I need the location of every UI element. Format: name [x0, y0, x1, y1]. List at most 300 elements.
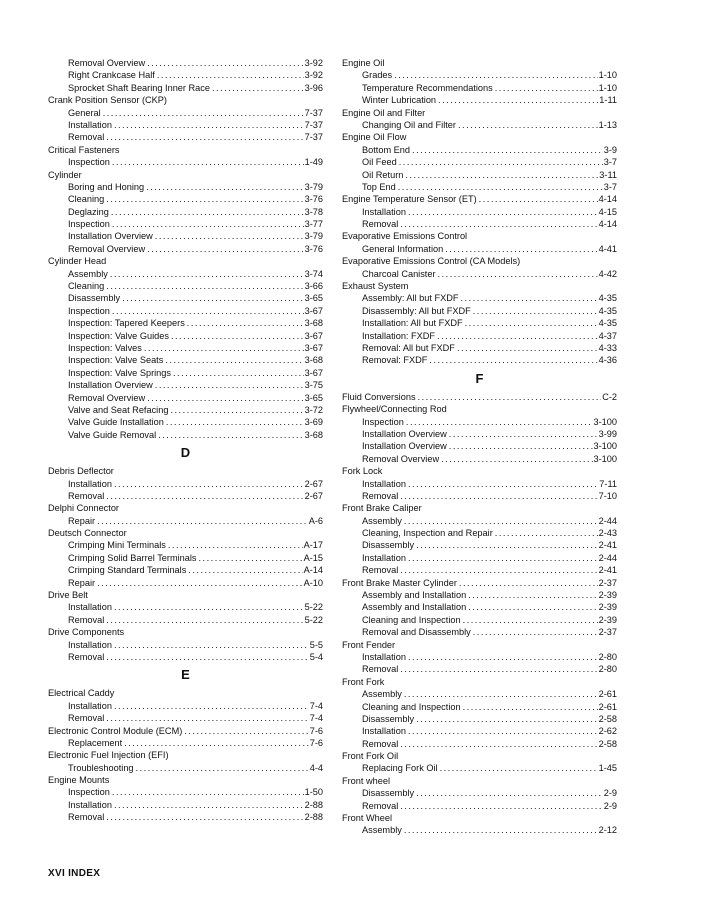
- dot-leader: [473, 626, 598, 638]
- index-entry: [342, 440, 617, 452]
- entry-label: Inspection: [68, 305, 110, 316]
- index-entry: [342, 342, 617, 354]
- page-footer: XVI INDEX: [48, 868, 101, 879]
- index-entry: [48, 737, 323, 749]
- index-entry: [342, 69, 617, 81]
- index-entry: [48, 614, 323, 626]
- index-entry: [48, 268, 323, 280]
- entry-page-number: 3-68: [304, 355, 323, 366]
- entry-label: Cleaning and Inspection: [362, 614, 461, 625]
- index-entry: [342, 317, 617, 329]
- dot-leader: [97, 515, 308, 527]
- index-heading: Crank Position Sensor (CKP): [48, 95, 167, 106]
- entry-label: Winter Lubrication: [362, 95, 437, 106]
- entry-label: Removal Overview: [68, 392, 146, 403]
- entry-page-number: 3-92: [304, 70, 323, 81]
- dot-leader: [114, 639, 309, 651]
- entry-label: Removal: FXDF: [362, 355, 428, 366]
- entry-page-number: 4-33: [598, 342, 617, 353]
- index-heading: [342, 391, 617, 403]
- entry-label: Disassembly: All but FXDF: [362, 305, 471, 316]
- index-entry: [342, 515, 617, 527]
- index-heading: Critical Fasteners: [48, 144, 120, 155]
- entry-label: Electronic Control Module (ECM): [48, 725, 183, 736]
- entry-label: Removal: [68, 132, 105, 143]
- index-entry: [48, 156, 323, 168]
- index-entry: [342, 527, 617, 539]
- entry-label: Installation: [362, 726, 406, 737]
- dot-leader: [158, 429, 303, 441]
- index-entry: [48, 206, 323, 218]
- index-heading: Deutsch Connector: [48, 528, 127, 539]
- dot-leader: [168, 539, 303, 551]
- entry-label: Assembly and Installation: [362, 590, 467, 601]
- entry-label: Oil Feed: [362, 157, 397, 168]
- index-entry: [48, 416, 323, 428]
- section-letter: F: [475, 370, 484, 386]
- entry-label: Inspection: [68, 157, 110, 168]
- index-entry: [48, 230, 323, 242]
- index-column-left: [48, 57, 323, 824]
- entry-label: Disassembly: [362, 788, 415, 799]
- dot-leader: [136, 762, 309, 774]
- entry-page-number: A-10: [303, 577, 323, 588]
- entry-page-number: 3-78: [304, 206, 323, 217]
- entry-page-number: 1-45: [598, 763, 617, 774]
- entry-label: Installation Overview: [68, 380, 153, 391]
- entry-page-number: 3-92: [304, 58, 323, 68]
- entry-page-number: 4-14: [598, 194, 617, 205]
- index-heading: Fork Lock: [342, 466, 383, 477]
- entry-page-number: 3-79: [304, 181, 323, 192]
- entry-label: Crimping Mini Terminals: [68, 540, 166, 551]
- dot-leader: [106, 712, 308, 724]
- entry-label: Inspection: Tapered Keepers: [68, 318, 185, 329]
- entry-page-number: 3-69: [304, 417, 323, 428]
- entry-page-number: 2-44: [598, 552, 617, 563]
- entry-page-number: 1-49: [304, 157, 323, 168]
- entry-page-number: 2-62: [598, 726, 617, 737]
- index-entry: [48, 639, 323, 651]
- dot-leader: [394, 69, 597, 81]
- index-entry: [48, 292, 323, 304]
- dot-leader: [404, 824, 598, 836]
- dot-leader: [438, 268, 598, 280]
- index-entry: [48, 342, 323, 354]
- dot-leader: [408, 206, 598, 218]
- entry-label: Installation: FXDF: [362, 330, 436, 341]
- dot-leader: [449, 428, 598, 440]
- dot-leader: [147, 57, 304, 69]
- entry-page-number: 4-35: [598, 318, 617, 329]
- entry-page-number: 2-80: [598, 651, 617, 662]
- index-entry: [48, 69, 323, 81]
- index-heading: Engine Mounts: [48, 775, 110, 786]
- dot-leader: [114, 601, 304, 613]
- index-entry: [48, 131, 323, 143]
- dot-leader: [473, 305, 598, 317]
- entry-label: Cleaning: [68, 281, 105, 292]
- dot-leader: [147, 243, 304, 255]
- index-entry: [48, 651, 323, 663]
- entry-page-number: 3-68: [304, 318, 323, 329]
- dot-leader: [416, 713, 598, 725]
- entry-page-number: 2-61: [598, 701, 617, 712]
- index-entry: [48, 57, 323, 69]
- entry-page-number: 2-80: [598, 664, 617, 675]
- entry-label: Installation: [68, 119, 112, 130]
- index-entry: [342, 589, 617, 601]
- entry-label: Cleaning: [68, 194, 105, 205]
- section-letter: D: [180, 445, 191, 461]
- entry-page-number: 3-72: [304, 404, 323, 415]
- entry-page-number: 4-14: [598, 219, 617, 230]
- entry-page-number: 5-4: [309, 651, 323, 662]
- index-entry: [342, 824, 617, 836]
- dot-leader: [400, 663, 597, 675]
- index-entry: [48, 119, 323, 131]
- entry-label: General Information: [362, 243, 444, 254]
- entry-label: Removal: [362, 800, 399, 811]
- entry-page-number: 3-100: [593, 416, 617, 427]
- dot-leader: [173, 367, 304, 379]
- dot-leader: [147, 392, 304, 404]
- entry-page-number: 3-100: [593, 453, 617, 464]
- entry-page-number: 3-66: [304, 281, 323, 292]
- index-entry: [48, 478, 323, 490]
- index-entry: [48, 490, 323, 502]
- dot-leader: [441, 453, 592, 465]
- dot-leader: [106, 614, 303, 626]
- entry-label: Deglazing: [68, 206, 109, 217]
- index-entry: [342, 762, 617, 774]
- entry-page-number: 2-9: [603, 788, 617, 799]
- entry-label: Inspection: Valve Seats: [68, 355, 164, 366]
- entry-label: Removal Overview: [362, 453, 440, 464]
- dot-leader: [187, 317, 304, 329]
- index-entry: [48, 799, 323, 811]
- entry-page-number: 2-41: [598, 540, 617, 551]
- entry-page-number: 3-76: [304, 243, 323, 254]
- entry-page-number: C-2: [602, 391, 617, 402]
- dot-leader: [437, 330, 598, 342]
- entry-label: Cleaning, Inspection and Repair: [362, 528, 493, 539]
- entry-label: Replacement: [68, 737, 123, 748]
- index-heading: Drive Belt: [48, 590, 88, 601]
- entry-page-number: 5-5: [309, 639, 323, 650]
- index-entry: [342, 119, 617, 131]
- entry-label: Installation: [68, 639, 112, 650]
- entry-label: Crimping Solid Barrel Terminals: [68, 552, 197, 563]
- entry-label: Installation: [362, 206, 406, 217]
- entry-page-number: 4-4: [309, 762, 323, 773]
- dot-leader: [112, 218, 304, 230]
- dot-leader: [458, 119, 598, 131]
- dot-leader: [106, 490, 303, 502]
- entry-label: Removal: [68, 651, 105, 662]
- entry-page-number: 2-88: [304, 799, 323, 810]
- entry-label: Removal: [362, 738, 399, 749]
- entry-page-number: 2-39: [598, 590, 617, 601]
- entry-page-number: 3-99: [598, 428, 617, 439]
- dot-leader: [463, 614, 598, 626]
- entry-label: Removal Overview: [68, 58, 146, 68]
- dot-leader: [114, 119, 304, 131]
- entry-page-number: 3-7: [603, 181, 617, 192]
- entry-label: Grades: [362, 70, 393, 81]
- dot-leader: [445, 243, 597, 255]
- entry-page-number: 5-22: [304, 614, 323, 625]
- entry-label: Removal: [362, 664, 399, 675]
- entry-label: Installation: [68, 799, 112, 810]
- entry-page-number: 7-6: [309, 737, 323, 748]
- index-entry: [342, 688, 617, 700]
- entry-page-number: A-6: [308, 515, 323, 526]
- entry-page-number: 2-9: [603, 800, 617, 811]
- index-entry: [48, 700, 323, 712]
- dot-leader: [155, 230, 304, 242]
- entry-label: Disassembly: [362, 713, 415, 724]
- index-entry: [342, 268, 617, 280]
- entry-label: Oil Return: [362, 169, 404, 180]
- index-entry: [342, 206, 617, 218]
- entry-page-number: 2-58: [598, 713, 617, 724]
- index-entry: [342, 428, 617, 440]
- entry-page-number: 1-50: [304, 787, 323, 798]
- dot-leader: [111, 206, 304, 218]
- index-heading: Debris Deflector: [48, 466, 114, 477]
- index-heading: Cylinder Head: [48, 256, 107, 267]
- entry-label: Installation Overview: [68, 231, 153, 242]
- entry-label: Installation Overview: [362, 428, 447, 439]
- entry-label: Removal: All but FXDF: [362, 342, 455, 353]
- entry-label: Assembly: All but FXDF: [362, 293, 459, 304]
- index-heading: Front Fork: [342, 676, 385, 687]
- entry-page-number: 1-11: [599, 95, 617, 106]
- index-entry: [342, 354, 617, 366]
- entry-page-number: 2-37: [598, 577, 617, 588]
- entry-label: Installation: All but FXDF: [362, 318, 463, 329]
- entry-page-number: 7-6: [309, 725, 323, 736]
- entry-page-number: A-17: [303, 540, 323, 551]
- index-entry: [48, 564, 323, 576]
- entry-label: Installation: [68, 602, 112, 613]
- dot-leader: [404, 515, 598, 527]
- dot-leader: [468, 589, 597, 601]
- index-entry: [48, 577, 323, 589]
- entry-page-number: 2-12: [598, 825, 617, 836]
- index-entry: [342, 94, 617, 106]
- entry-page-number: 4-42: [598, 268, 617, 279]
- entry-page-number: 7-37: [304, 132, 323, 143]
- index-entry: [48, 811, 323, 823]
- entry-label: Valve Guide Installation: [68, 417, 164, 428]
- index-heading: Front Fork Oil: [342, 751, 399, 762]
- index-entry: [342, 539, 617, 551]
- entry-page-number: 4-15: [598, 206, 617, 217]
- index-entry: [48, 515, 323, 527]
- index-entry: [342, 614, 617, 626]
- index-heading: Flywheel/Connecting Rod: [342, 404, 447, 415]
- index-entry: [342, 330, 617, 342]
- dot-leader: [112, 305, 304, 317]
- dot-leader: [398, 181, 603, 193]
- dot-leader: [106, 811, 303, 823]
- index-entry: [48, 354, 323, 366]
- index-entry: [342, 478, 617, 490]
- dot-leader: [406, 416, 593, 428]
- dot-leader: [114, 799, 304, 811]
- dot-leader: [438, 94, 598, 106]
- dot-leader: [404, 688, 598, 700]
- entry-label: Engine Temperature Sensor (ET): [342, 194, 477, 205]
- entry-page-number: 4-37: [598, 330, 617, 341]
- dot-leader: [412, 144, 603, 156]
- dot-leader: [106, 651, 308, 663]
- entry-page-number: 7-4: [309, 700, 323, 711]
- entry-page-number: 3-65: [304, 392, 323, 403]
- index-entry: [342, 416, 617, 428]
- index-entry: [48, 762, 323, 774]
- index-entry: [48, 280, 323, 292]
- entry-label: Inspection: [68, 219, 110, 230]
- entry-label: Inspection: Valve Springs: [68, 367, 171, 378]
- entry-label: Right Crankcase Half: [68, 70, 155, 81]
- dot-leader: [400, 218, 597, 230]
- entry-page-number: A-15: [303, 552, 323, 563]
- dot-leader: [408, 552, 598, 564]
- dot-leader: [106, 280, 303, 292]
- entry-label: Assembly: [362, 515, 402, 526]
- dot-leader: [408, 651, 598, 663]
- entry-page-number: 3-67: [304, 305, 323, 316]
- dot-leader: [144, 342, 304, 354]
- index-entry: [342, 552, 617, 564]
- dot-leader: [449, 440, 593, 452]
- dot-leader: [440, 762, 598, 774]
- index-entry: [48, 367, 323, 379]
- index-heading: Delphi Connector: [48, 503, 119, 514]
- entry-label: Boring and Honing: [68, 181, 145, 192]
- entry-label: Bottom End: [362, 144, 411, 155]
- dot-leader: [199, 552, 303, 564]
- entry-label: Installation Overview: [362, 441, 447, 452]
- entry-label: Repair: [68, 515, 96, 526]
- entry-page-number: 7-11: [599, 478, 617, 489]
- index-entry: [48, 601, 323, 613]
- index-entry: [48, 181, 323, 193]
- index-heading: Evaporative Emissions Control: [342, 231, 468, 242]
- dot-leader: [155, 379, 304, 391]
- index-heading: Front Wheel: [342, 813, 393, 824]
- dot-leader: [416, 539, 598, 551]
- dot-leader: [122, 292, 304, 304]
- index-entry: [342, 82, 617, 94]
- index-entry: [342, 626, 617, 638]
- index-entry: [342, 181, 617, 193]
- index-entry: [342, 713, 617, 725]
- index-heading: Electrical Caddy: [48, 688, 115, 699]
- index-heading: Exhaust System: [342, 281, 409, 292]
- entry-label: Removal: [362, 565, 399, 576]
- entry-page-number: 1-10: [598, 70, 617, 81]
- entry-page-number: 4-41: [598, 243, 617, 254]
- index-entry: [342, 218, 617, 230]
- dot-leader: [106, 131, 303, 143]
- entry-label: Front Brake Master Cylinder: [342, 577, 457, 588]
- entry-page-number: 7-10: [598, 490, 617, 501]
- entry-page-number: 2-88: [304, 812, 323, 823]
- index-heading: [342, 577, 617, 589]
- entry-label: Removal Overview: [68, 243, 146, 254]
- index-entry: [342, 292, 617, 304]
- entry-label: Installation: [362, 552, 406, 563]
- index-entry: [342, 725, 617, 737]
- dot-leader: [495, 82, 598, 94]
- entry-page-number: 2-39: [598, 602, 617, 613]
- entry-label: Installation: [362, 478, 406, 489]
- entry-label: Inspection: [68, 787, 110, 798]
- entry-label: Assembly and Installation: [362, 602, 467, 613]
- entry-page-number: 3-65: [304, 293, 323, 304]
- index-entry: [342, 651, 617, 663]
- index-entry: [48, 243, 323, 255]
- dot-leader: [400, 738, 597, 750]
- entry-label: Removal: [362, 219, 399, 230]
- index-entry: [342, 305, 617, 317]
- index-entry: [48, 379, 323, 391]
- entry-label: Temperature Recommendations: [362, 82, 493, 93]
- index-entry: [342, 156, 617, 168]
- entry-page-number: 3-75: [304, 380, 323, 391]
- index-heading: [48, 725, 323, 737]
- dot-leader: [463, 701, 598, 713]
- dot-leader: [170, 404, 303, 416]
- entry-page-number: 3-79: [304, 231, 323, 242]
- index-entry: [48, 107, 323, 119]
- entry-page-number: 2-44: [598, 515, 617, 526]
- entry-page-number: 3-96: [304, 82, 323, 93]
- entry-page-number: 2-67: [304, 478, 323, 489]
- dot-leader: [459, 577, 598, 589]
- entry-label: Top End: [362, 181, 396, 192]
- index-heading: Engine Oil Flow: [342, 132, 407, 143]
- index-heading: [342, 193, 617, 205]
- entry-page-number: 2-61: [598, 689, 617, 700]
- entry-page-number: 2-39: [598, 614, 617, 625]
- entry-label: Replacing Fork Oil: [362, 763, 438, 774]
- entry-page-number: 3-74: [304, 268, 323, 279]
- entry-page-number: 7-37: [304, 107, 323, 118]
- entry-label: Installation: [362, 651, 406, 662]
- dot-leader: [468, 601, 597, 613]
- index-entry: [342, 564, 617, 576]
- entry-label: Inspection: Valve Guides: [68, 330, 169, 341]
- entry-label: Disassembly: [68, 293, 121, 304]
- entry-label: Charcoal Canister: [362, 268, 436, 279]
- index-column-right: [342, 57, 617, 837]
- entry-page-number: 3-67: [304, 342, 323, 353]
- dot-leader: [114, 478, 304, 490]
- entry-page-number: 4-35: [598, 293, 617, 304]
- dot-leader: [171, 330, 304, 342]
- dot-leader: [106, 193, 303, 205]
- dot-leader: [405, 169, 598, 181]
- entry-label: Disassembly: [362, 540, 415, 551]
- entry-label: Removal and Disassembly: [362, 627, 471, 638]
- index-entry: [342, 243, 617, 255]
- dot-leader: [400, 490, 597, 502]
